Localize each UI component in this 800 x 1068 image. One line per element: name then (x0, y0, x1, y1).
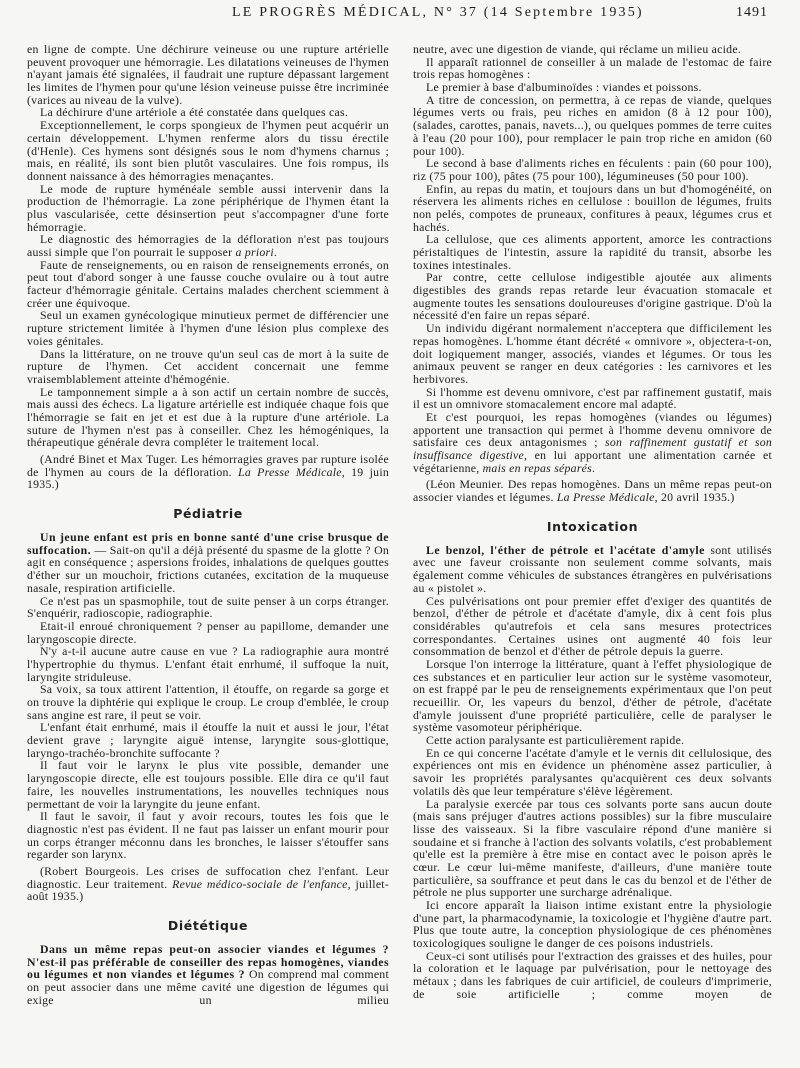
text-run: sont utilisés avec une faveur croissante non seulement comme solvants, mais également comme véhicules de substances étrangères en pulvérisations au « pistolet ». (413, 542, 772, 595)
text-run: , juillet-août 1935.) (27, 876, 390, 904)
italic-text: mais en repas séparés (482, 460, 592, 475)
paragraph (413, 798, 772, 900)
text-run: Et c'est pourquoi, les repas homogènes (viandes ou légumes) apportent une transaction qui permet à l'homme devenu omnivore de satisfaire ces deux antagonismes ; (413, 409, 772, 450)
text-run: Lorsque l'on interroge la littérature, quant à l'effet physiologique de ces substances et en particulier leur action sur le système vasomoteur, on est frappé par le peu de renseignements expérimentaux que l'on peut recueillir. Or, les vapeurs du benzol, d'éther de pétrole, d'acétate d'amyle jouissent d'une propriété particulière, celle de paralyser le système vasomoteur périphérique. (413, 656, 772, 735)
paragraph (27, 119, 389, 182)
paragraph (27, 645, 389, 683)
paragraph (413, 544, 772, 595)
paragraph (413, 899, 772, 950)
paragraph (413, 322, 772, 385)
paragraph (413, 94, 772, 157)
text-run: N'y a-t-il aucune autre cause en vue ? La radiographie aura montré l'hypertrophie du thymus. L'enfant était enrhumé, il suffoque la nuit, laryngite striduleuse. (27, 644, 389, 684)
section-heading: Pédiatrie (173, 506, 243, 522)
text-run: Le mode de rupture hyménéale semble aussi intervenir dans la production de l'hémorragie. La zone périphérique de l'hymen étant la plus vascularisée, cette désinsertion peut s'accompagner d'une forte hémorragie. (27, 181, 389, 234)
text-run: Dans la littérature, on ne trouve qu'un seul cas de mort à la suite de rupture de l'hymen. Cet accident concernait une femme vraisemblablement atteinte d'hémogénie. (27, 346, 389, 386)
text-run: A titre de concession, on permettra, à ce repas de viande, quelques légumes verts ou frais, peu riches en amidon (8 à 12 pour 100), (salades, carottes, panais, navets...), ou quelques pommes de terre cuites à l'eau (20 pour 100), pour remplacer le pain trop riche en amidon (60 pour 100). (413, 92, 772, 158)
paragraph (413, 157, 772, 182)
page-number: 1491 (736, 5, 768, 20)
text-run: Faute de renseignements, ou en raison de renseignements erronés, on peut tout d'abord songer à une fausse couche ovulaire ou à tout autre facteur d'hémorragie génitale. Certains malades cherchent sciemment à créer une équivoque. (27, 257, 389, 310)
right-column (413, 43, 772, 1001)
paragraph (413, 183, 772, 234)
paragraph (27, 309, 389, 347)
paragraph (27, 233, 389, 258)
text-run: , 19 juin 1935.) (27, 464, 389, 492)
paragraph (27, 943, 389, 1006)
text-run: En ce qui concerne l'acétate d'amyle et le vernis dit cellulosique, des expériences ont mis en évidence un phénomène assez particulier, à savoir les propriétés paralysantes qu'acquièrent ces deux solvants volatils dès que leur température s'élève légèrement. (413, 745, 772, 798)
text-run: . (592, 460, 596, 475)
paragraph (27, 531, 389, 594)
italic-text: Revue médico-sociale de l'enfance (172, 876, 348, 891)
paragraph (413, 271, 772, 322)
text-run: Ces pulvérisations ont pour premier effet d'exiger des quantités de benzol, d'éther de pétrole et d'acétate d'amyle, dix à cent fois plus considérables qu'autrefois et cela sans mesures protectrices correspondantes. Certaines usines ont augmenté 40 fois leur consommation de benzol et d'éther de pétrole depuis la guerre. (413, 593, 772, 659)
paragraph (413, 386, 772, 411)
bold-text: Un jeune enfant est pris en bonne santé d'une crise brusque de suffocation. (27, 530, 389, 557)
text-run: On comprend mal comment on peut associer dans une même cavité une digestion de légumes qui exige un milieu (27, 967, 389, 1007)
text-run: Le premier à base d'albuminoïdes : viandes et poissons. (426, 80, 702, 95)
text-run: Par contre, cette cellulose indigestible ajoutée aux aliments digestibles des grands repas retarde leur évacuation stomacale et augmente toutes les sensations douloureuses d'origine gastrique. D'où la nécessité d'en faire un repas séparé. (413, 270, 772, 323)
left-column (27, 43, 389, 1006)
text-run: Ce n'est pas un spasmophile, tout de suite penser à un corps étranger. S'enquérir, radioscopie, radiographie. (27, 593, 389, 621)
paragraph (413, 56, 772, 81)
paragraph (413, 747, 772, 798)
paragraph (27, 620, 389, 645)
paragraph (27, 183, 389, 234)
paragraph (413, 595, 772, 658)
text-run: , 20 avril 1935.) (654, 490, 735, 505)
citation (413, 478, 772, 503)
text-run: L'enfant était enrhumé, mais il étouffe la nuit et aussi le jour, l'état devient grave ; laryngite aiguë intense, laryngite sous-glottique, laryngo-trachéo-bronchite suffocante ? (27, 720, 389, 760)
paragraph (413, 658, 772, 734)
paragraph (27, 43, 389, 106)
paragraph (27, 348, 389, 386)
text-run: Un individu digérant normalement n'acceptera que difficilement les repas homogènes. L'homme étant décrété « omnivore », objectera-t-on, doit logiquement manger, associés, viandes et légumes. Or tous les animaux peuvent se ranger en deux catégories : les carnivores et les herbivores. (413, 321, 772, 386)
citation (27, 453, 389, 491)
text-run: Etait-il enroué chroniquement ? penser au papillome, demander une laryngoscopie directe. (27, 618, 389, 646)
text-run: neutre, avec une digestion de viande, qui réclame un milieu acide. (413, 42, 742, 56)
text-run: La déchirure d'une artériole a été constatée dans quelques cas. (40, 105, 349, 120)
paragraph (413, 411, 772, 474)
italic-text: La Presse Médicale (238, 464, 342, 479)
section-heading: Intoxication (546, 518, 639, 534)
bold-text: Le benzol, l'éther de pétrole et l'acétate d'amyle (426, 542, 705, 557)
text-run: Le second à base d'aliments riches en féculents : pain (60 pour 100), riz (75 pour 100), pâtes (75 pour 100), légumineuses (50 pour 100). (413, 156, 772, 183)
text-run: — Sait-on qu'il a déjà présenté du spasme de la glotte ? On agit en conséquence ; aspersions froides, inhalations de quelques gouttes d'éther sur un mouchoir, frictions cutanées, excitation de la muqueuse nasale, respiration artificielle. (27, 542, 389, 595)
text-run: Ici encore apparaît la liaison intime existant entre la physiologie d'une part, la pharmacodynamie, la toxicologie et l'hygiène d'autre part. Plus que toute autre, la conception physiologique de ces phénomènes toxicologiques souligne le danger de ces poisons industriels. (413, 898, 772, 951)
text-run: Sa voix, sa toux attirent l'attention, il étouffe, on regarde sa gorge et on trouve la diphtérie qui explique le croup. Le croup d'emblée, le croup sans angine est rare, il peut se voir. (27, 682, 389, 722)
text-run: Seul un examen gynécologique minutieux permet de différencier une rupture strictement limitée à l'hymen d'une lésion plus complexe des voies génitales. (27, 308, 389, 348)
paragraph (27, 683, 389, 721)
text-run: Enfin, au repas du matin, et toujours dans un but d'homogénéité, on réservera les aliments riches en cellulose : bouillon de légumes, fruits non pelés, compotes de pruneaux, confitures à peaux, légumes crus et hachés. (413, 181, 772, 234)
text-run: Si l'homme est devenu omnivore, c'est par raffinement gustatif, mais il est un omnivore stomacalement encore mal adapté. (413, 384, 772, 412)
paragraph (27, 810, 389, 861)
text-run: (André Binet et Max Tuger. Les hémorragies graves par rupture isolée de l'hymen au cours de la défloration. (27, 452, 389, 479)
text-run: Il apparaît rationnel de conseiller à un malade de l'estomac de faire trois repas homogènes : (413, 54, 772, 82)
italic-text: a priori (235, 245, 274, 259)
text-run: La paralysie exercée par tous ces solvants porte sans aucun doute (mais sans préjuger d'autres actions possibles) sur la fibre musculaire lisse des vaisseaux. Si la fibre vasculaire répond d'une manière si soudaine et si franche à l'action des solvants volatils, c'est probablement qu'elle est la première à être mise en contact avec le poison après le cœur. Le cœur lui-même manifeste, d'ailleurs, d'une manière toute particulière, sa souffrance et peut dans le cas du benzol et de l'éther de pétrole ne plus supporter une surcharge adrénalique. (413, 796, 772, 900)
text-run: (Robert Bourgeois. Les crises de suffocation chez l'enfant. Leur diagnostic. Leur traitement. (27, 863, 389, 891)
italic-text: son raffinement gustatif et son insuffisance digestive (413, 435, 772, 462)
section-heading: Diététique (167, 918, 249, 933)
citation (27, 865, 389, 903)
paragraph (413, 233, 772, 271)
text-run: Cette action paralysante est particulièrement rapide. (426, 733, 685, 748)
text-run: Il faut le savoir, il faut y avoir recours, toutes les fois que le diagnostic n'est pas évident. Il ne faut pas laisser un enfant mourir pour un corps étranger méconnu dans les bronches, le laisser s'étouffer sans regarder son larynx. (27, 809, 389, 862)
paragraph (27, 259, 389, 310)
bold-text: Dans un même repas peut-on associer viandes et légumes ? N'est-il pas préférable de conseiller des repas homogènes, viandes ou légumes et non viandes et légumes ? (27, 942, 389, 982)
journal-title: LE PROGRÈS MÉDICAL, N° 37 (14 Septembre 1935) (232, 5, 644, 20)
text-run: . (273, 245, 278, 259)
text-run: Il faut voir le larynx le plus vite possible, demander une laryngoscopie directe, elle est toujours possible. Elle dira ce qu'il faut faire, les nouvelles instrumentations, les nouvelles techniques nous permettant de voir la laryngite du jeune enfant. (27, 758, 389, 811)
paragraph (27, 759, 389, 810)
text-run: Le diagnostic des hémorragies de la défloration n'est pas toujours aussi simple que l'on pourrait le supposer (27, 232, 389, 259)
text-run: Ceux-ci sont utilisés pour l'extraction des graisses et des huiles, pour la coloration et le laquage par pulvérisation, pour le nettoyage des métaux ; dans les fabriques de cuir artificiel, de couleurs d'imprimerie, de soie artificielle ; comme moyen de (413, 948, 772, 1001)
text-run: Exceptionnellement, le corps spongieux de l'hymen peut acquérir un certain développement. L'hymen renferme alors du tissu érectile (d'Henle). Ces hymens sont désignés sous le nom d'hymens charnus ; mais, en réalité, ils sont bien plutôt vasculaires. Une fois rompus, ils donnent naissance à des hémorragies menaçantes. (27, 118, 389, 183)
text-run: , en lui apportant une alimentation carnée et végétarienne, (413, 448, 772, 475)
italic-text: La Presse Médicale (556, 490, 655, 505)
paragraph (27, 386, 389, 449)
paragraph (27, 595, 389, 620)
text-run: (Léon Meunier. Des repas homogènes. Dans un même repas peut-on associer viandes et légumes. (413, 477, 772, 505)
text-run: La cellulose, que ces aliments apportent, amorce les contractions péristaltiques de l'intestin, assure la rapidité du transit, absorbe les toxines intestinales. (413, 232, 772, 272)
running-header (0, 5, 800, 25)
text-run: Le tamponnement simple a à son actif un certain nombre de succès, mais aussi des échecs. La ligature artérielle est indiquée chaque fois que l'hémorragie se fait en jet et est due à la rupture d'une artériole. La suture de l'hymen n'est pas à conseiller. Chez les hémogéniques, la thérapeutique générale devra compléter le traitement local. (27, 384, 389, 450)
paragraph (27, 721, 389, 759)
paragraph (413, 950, 772, 1001)
text-run: en ligne de compte. Une déchirure veineuse ou une rupture artérielle peuvent provoquer une hémorragie. Les dilatations veineuses de l'hymen n'ayant jamais été signalées, il faudrait une rupture dépassant largement les limites de l'hymen pour qu'une lésion veineuse puisse être incriminée (varices au niveau de la vulve). (27, 42, 389, 107)
